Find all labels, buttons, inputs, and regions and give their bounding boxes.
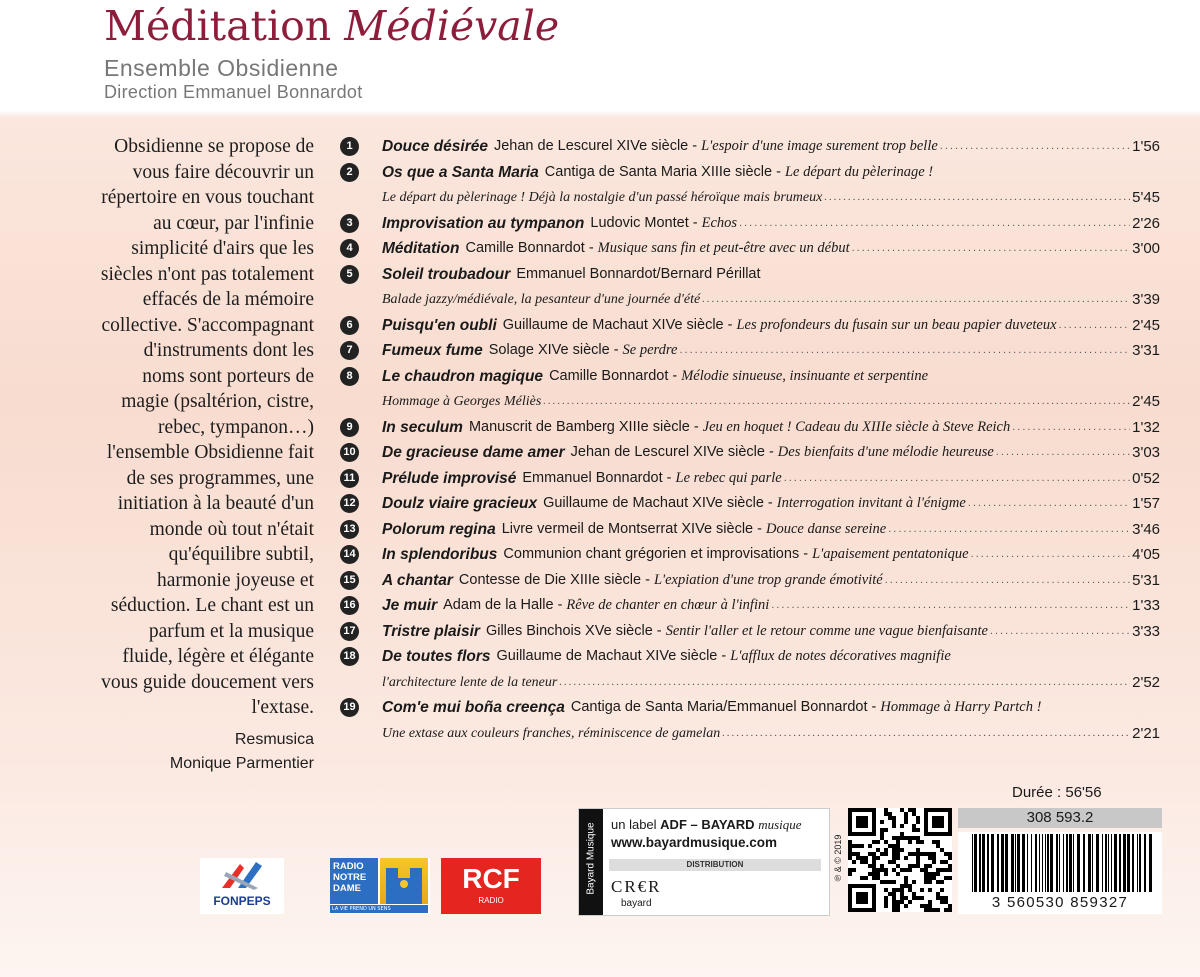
track-number: 17: [340, 622, 359, 641]
track-sub-line: [382, 721, 1160, 747]
barcode-icon: [958, 832, 1162, 894]
track-item: [340, 517, 1160, 543]
track-number: 19: [340, 698, 359, 717]
track-main-line: [382, 568, 1160, 594]
track-duration: 1'57: [1132, 495, 1160, 512]
track-title: Polorum regina: [382, 520, 496, 538]
track-credit: Gilles Binchois XVe siècle -: [485, 622, 662, 639]
track-leader-dots: [1059, 313, 1131, 339]
track-description: L'apaisement pentatonique: [812, 546, 969, 562]
copyright-text: ℗ & © 2019: [833, 834, 843, 882]
track-item: [340, 440, 1160, 466]
bayard-musique-text: Bayard Musique: [585, 822, 597, 895]
track-number: 3: [340, 214, 359, 233]
track-credit: Jehan de Lescurel XIVe siècle -: [570, 444, 774, 460]
track-description: Le départ du pèlerinage !: [784, 163, 934, 180]
track-credit: Livre vermeil de Montserrat XIVe siècle -: [501, 520, 762, 537]
track-leader-dots: [888, 517, 1130, 543]
track-leader-dots: [968, 491, 1130, 517]
track-title: Fumeux fume: [382, 342, 483, 359]
track-credit: Guillaume de Machaut XIVe siècle -: [502, 316, 733, 333]
track-number: 4: [340, 239, 359, 258]
track-duration: 3'03: [1132, 444, 1160, 461]
track-main-line: [382, 236, 1160, 262]
track-main-line: [382, 440, 1160, 466]
track-title: Douce désirée: [382, 138, 488, 155]
track-leader-dots: [679, 338, 1130, 364]
track-leader-dots: [852, 236, 1131, 262]
track-leader-dots: [543, 389, 1130, 415]
review-source: Resmusica: [234, 730, 314, 748]
track-credit: Adam de la Halle -: [443, 597, 563, 613]
track-subtitle: Le départ du pèlerinage ! Déjà la nostalgie d'un passé héroïque mais brumeux: [382, 190, 823, 205]
track-duration: 0'52: [1132, 469, 1160, 487]
track-credit: Guillaume de Machaut XIVe siècle -: [496, 648, 727, 664]
album-title: [104, 2, 559, 50]
website-link[interactable]: www.bayardmusique.com: [611, 835, 778, 850]
fonpeps-logo: [200, 858, 284, 914]
track-leader-dots: [996, 440, 1130, 466]
track-number: 7: [340, 341, 359, 360]
qr-code-icon[interactable]: [848, 808, 952, 912]
track-number: 2: [340, 163, 359, 182]
track-credit: Emmanuel Bonnardot/Bernard Périllat: [516, 265, 761, 282]
fonpeps-emblem-icon: [200, 858, 284, 894]
track-number: 18: [340, 647, 359, 666]
track-item: [340, 593, 1160, 619]
track-credit: Communion chant grégorien et improvisations -: [503, 546, 809, 562]
review-text: Obsidienne se propose de vous faire découvrir un répertoire en vous touchant au cœur, par l'infinie simplicité d'airs que les siècles n'ont pas totalement effacés de la mémoire collective. S'accompagnant d'instruments dont les noms sont porteurs de magie (psaltérion, cistre, rebec, tympanon…) l'ensemble Obsidienne fait de ses programmes, une initiation à la beauté d'un monde où tout n'était qu'équilibre subtil, harmonie joyeuse et séduction. Le chant est un parfum et la musique fluide, légère et élégante vous guide doucement vers l'extase.: [100, 136, 314, 718]
track-duration: 2'21: [1132, 724, 1160, 742]
label-prefix: un label: [611, 817, 657, 832]
track-item: [340, 160, 1160, 211]
track-description: Douce danse sereine: [765, 520, 887, 537]
track-description: Des bienfaits d'une mélodie heureuse: [777, 444, 994, 460]
track-description: Mélodie sinueuse, insinuante et serpentine: [681, 367, 929, 384]
track-duration: 3'00: [1132, 240, 1160, 257]
track-title: Os que a Santa Maria: [382, 163, 539, 181]
track-item: [340, 313, 1160, 339]
track-item: [340, 619, 1160, 645]
track-main-line: [382, 593, 1160, 619]
track-duration: 3'31: [1132, 342, 1160, 359]
track-description: Se perdre: [622, 342, 678, 358]
track-duration: 5'45: [1132, 189, 1160, 206]
track-number: 15: [340, 571, 359, 590]
title-part-2: Médiévale: [344, 2, 560, 50]
track-number: 1: [340, 137, 359, 156]
track-description: Rêve de chanter en chœur à l'infini: [566, 597, 770, 613]
track-credit: Manuscrit de Bamberg XIIIe siècle -: [468, 418, 699, 435]
track-leader-dots: [971, 542, 1131, 568]
track-main-line: [382, 134, 1160, 160]
copyright: [828, 808, 844, 914]
track-duration: 1'56: [1132, 138, 1160, 155]
label-brand: ADF – BAYARD: [660, 817, 755, 832]
track-main-line: [382, 619, 1160, 645]
track-number: 12: [340, 494, 359, 513]
track-leader-dots: [784, 466, 1130, 492]
track-duration: 3'33: [1132, 622, 1160, 640]
track-main-line: [382, 313, 1160, 339]
total-duration: Durée : 56'56: [1012, 784, 1102, 801]
track-credit: Solage XIVe siècle -: [488, 342, 619, 358]
track-description: L'expiation d'une trop grande émotivité: [653, 571, 883, 588]
track-credit: Jehan de Lescurel XIVe siècle -: [493, 138, 698, 154]
track-description: Echos: [701, 214, 738, 231]
track-list: [340, 134, 1160, 746]
track-credit: Guillaume de Machaut XIVe siècle -: [543, 495, 773, 511]
track-title: Puisqu'en oubli: [382, 316, 497, 334]
crer-logo: CR€R: [611, 877, 662, 896]
track-item: [340, 644, 1160, 695]
track-duration: 3'46: [1132, 520, 1160, 538]
track-title: Prélude improvisé: [382, 469, 517, 487]
label-suffix: musique: [758, 817, 802, 832]
title-part-1: Méditation: [104, 2, 332, 50]
rcf-sub: RADIO: [478, 896, 504, 905]
track-duration: 4'05: [1132, 546, 1160, 563]
track-description: Musique sans fin et peut-être avec un début: [597, 240, 850, 256]
track-number: 5: [340, 265, 359, 284]
track-title: Com'e mui boña creença: [382, 699, 565, 716]
catalog-number: 308 593.2: [958, 808, 1162, 828]
bayard-text: bayard: [621, 898, 652, 909]
review-block: [98, 134, 314, 776]
track-duration: 2'52: [1132, 673, 1160, 691]
track-main-line: [382, 542, 1160, 568]
track-subtitle: Balade jazzy/médiévale, la pesanteur d'une journée d'été: [382, 292, 701, 307]
track-title: Tristre plaisir: [382, 622, 480, 640]
direction-credit: Direction Emmanuel Bonnardot: [104, 82, 363, 102]
track-main-line: [382, 695, 1160, 721]
track-title: In seculum: [382, 418, 463, 436]
track-item: [340, 695, 1160, 746]
rcf-logo: [441, 858, 541, 914]
track-item: [340, 236, 1160, 262]
track-subtitle: l'architecture lente de la teneur: [382, 674, 558, 690]
track-credit: Contesse de Die XIIIe siècle -: [458, 571, 650, 588]
track-credit: Ludovic Montet -: [590, 214, 698, 231]
bayard-musique-strip: [579, 809, 603, 915]
track-credit: Camille Bonnardot -: [549, 367, 678, 384]
track-sub-line: [382, 670, 1160, 696]
track-duration: 3'39: [1132, 291, 1160, 308]
track-leader-dots: [702, 287, 1130, 313]
track-title: Méditation: [382, 240, 460, 257]
track-title: De toutes flors: [382, 648, 491, 665]
track-item: [340, 466, 1160, 492]
track-credit: Cantiga de Santa Maria/Emmanuel Bonnardot -: [570, 699, 877, 715]
track-main-line: [382, 262, 1160, 288]
radio-notre-dame-logo: [330, 858, 430, 914]
label-box: [578, 808, 830, 916]
track-duration: 5'31: [1132, 571, 1160, 589]
track-duration: 1'32: [1132, 418, 1160, 436]
track-description: L'afflux de notes décoratives magnifie: [730, 648, 951, 664]
track-main-line: [382, 415, 1160, 441]
track-number: 13: [340, 520, 359, 539]
track-item: [340, 211, 1160, 237]
track-duration: 2'45: [1132, 316, 1160, 334]
track-main-line: [382, 517, 1160, 543]
track-item: [340, 542, 1160, 568]
track-item: [340, 415, 1160, 441]
barcode-digits: 3 560530 859327: [991, 894, 1129, 911]
track-leader-dots: [722, 721, 1130, 747]
track-title: Improvisation au tympanon: [382, 214, 585, 232]
distribution-label: DISTRIBUTION: [609, 859, 821, 871]
track-title: A chantar: [382, 571, 453, 589]
rnd-text: RADIO NOTRE DAME: [330, 858, 378, 904]
track-main-line: [382, 644, 1160, 670]
rnd-tagline: LA VIE PREND UN SENS: [332, 906, 391, 912]
track-description: Hommage à Harry Partch !: [880, 699, 1042, 715]
track-title: Doulz viaire gracieux: [382, 495, 538, 512]
track-title: De gracieuse dame amer: [382, 444, 565, 461]
track-credit: Camille Bonnardot -: [465, 240, 594, 256]
track-number: 9: [340, 418, 359, 437]
track-main-line: [382, 364, 1160, 390]
track-leader-dots: [739, 211, 1130, 237]
track-subtitle: Hommage à Georges Méliès: [382, 394, 542, 409]
track-main-line: [382, 466, 1160, 492]
track-number: 16: [340, 596, 359, 615]
track-description: Le rebec qui parle: [675, 469, 782, 486]
track-sub-line: [382, 185, 1160, 211]
track-leader-dots: [771, 593, 1130, 619]
track-sub-line: [382, 287, 1160, 313]
track-item: [340, 364, 1160, 415]
track-subtitle: Une extase aux couleurs franches, réminiscence de gamelan: [382, 725, 721, 741]
ensemble-name: Ensemble Obsidienne: [104, 55, 339, 81]
track-title: Le chaudron magique: [382, 367, 544, 385]
fonpeps-text: FONPEPS: [213, 894, 271, 908]
track-leader-dots: [1012, 415, 1130, 441]
track-description: L'espoir d'une image surement trop belle: [701, 138, 938, 154]
track-leader-dots: [990, 619, 1130, 645]
track-leader-dots: [559, 670, 1130, 696]
track-item: [340, 338, 1160, 364]
track-sub-line: [382, 389, 1160, 415]
track-leader-dots: [824, 185, 1130, 211]
label-line: [611, 817, 802, 833]
track-main-line: [382, 491, 1160, 517]
track-title: Soleil troubadour: [382, 265, 511, 283]
track-number: 10: [340, 443, 359, 462]
track-main-line: [382, 160, 1160, 186]
cathedral-icon: [380, 858, 428, 904]
track-number: 11: [340, 469, 359, 488]
track-description: Sentir l'aller et le retour comme une vague bienfaisante: [665, 622, 988, 639]
track-number: 14: [340, 545, 359, 564]
track-credit: Cantiga de Santa Maria XIIIe siècle -: [544, 163, 781, 180]
track-main-line: [382, 211, 1160, 237]
track-duration: 2'45: [1132, 393, 1160, 410]
barcode: [958, 832, 1162, 914]
track-item: [340, 262, 1160, 313]
track-leader-dots: [940, 134, 1130, 160]
track-title: Je muir: [382, 597, 438, 614]
track-leader-dots: [885, 568, 1130, 594]
track-credit: Emmanuel Bonnardot -: [522, 469, 672, 486]
track-number: 6: [340, 316, 359, 335]
track-item: [340, 491, 1160, 517]
track-item: [340, 134, 1160, 160]
track-duration: 1'33: [1132, 597, 1160, 614]
review-author: Monique Parmentier: [169, 754, 314, 772]
track-item: [340, 568, 1160, 594]
rcf-text: RCF: [462, 863, 520, 894]
track-main-line: [382, 338, 1160, 364]
track-number: 8: [340, 367, 359, 386]
track-description: Interrogation invitant à l'énigme: [776, 495, 966, 511]
track-title: In splendoribus: [382, 546, 498, 563]
track-duration: 2'26: [1132, 214, 1160, 232]
track-description: Jeu en hoquet ! Cadeau du XIIIe siècle à Steve Reich: [702, 418, 1011, 435]
track-description: Les profondeurs du fusain sur un beau papier duveteux: [736, 316, 1057, 333]
